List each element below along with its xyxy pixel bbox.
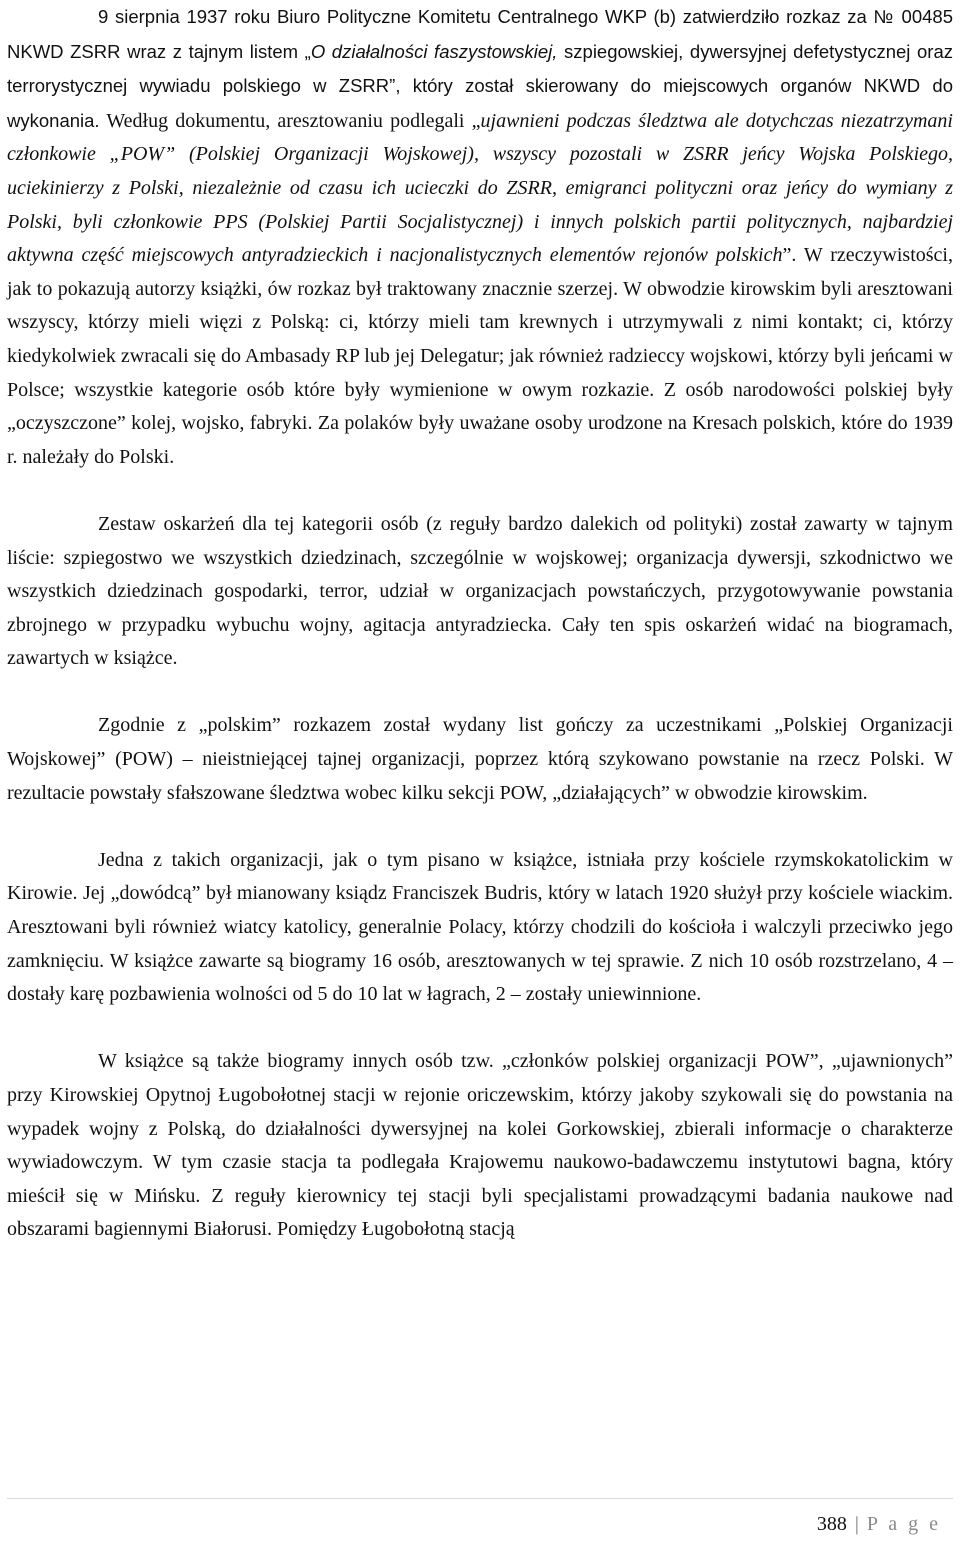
page-number: 388	[816, 1513, 847, 1535]
paragraph-1	[7, 0, 953, 474]
document-page	[7, 0, 953, 1247]
paragraph-1-rest: ”. W rzeczywistości, jak to pokazują autorzy książki, ów rozkaz był traktowany znacznie szerzej. W obwodzie kirowskim byli aresztowani wszyscy, którzy mieli więzi z Polską: ci, którzy mieli tam krewnych i utrzymywali z nimi kontakt; ci, którzy kiedykolwiek zwracali się do Ambasady RP lub jej Delegatur; jak również radzieccy wojskowi, którzy byli jeńcami w Polsce; wszystkie kategorie osób które były wymienione w owym rozkazie. Z osób narodowości polskiej były „oczyszczone” kolej, wojsko, fabryki. Za polaków były uważane osoby urodzone na Kresach polskich, które do 1939 r. należały do Polski.	[7, 244, 953, 468]
paragraph-4: Jedna z takich organizacji, jak o tym pisano w książce, istniała przy kościele rzymskokatolickim w Kirowie. Jej „dowódcą” był mianowany ksiądz Franciszek Budris, który w latach 1920 służył przy kościele wiackim. Aresztowani byli również wiatcy katolicy, generalnie Polacy, którzy chodzili do kościoła i walczyli przeciwko jego zamknięciu. W książce zawarte są biogramy 16 osób, aresztowanych w tej sprawie. Z nich 10 osób rozstrzelano, 4 – dostały karę pozbawienia wolności od 5 do 10 lat w łagrach, 2 – zostały uniewinnione.	[7, 848, 953, 1006]
page-word: P a g e	[866, 1513, 941, 1535]
paragraph-1-letter-rest: szpiegowskiej, dywersyjnej defetystycznej oraz terrorystycznej wywiadu polskiego w ZSRR”, który został skierowany do miejscowych organów NKWD do wykonania.	[7, 40, 953, 131]
page-separator: |	[854, 1513, 859, 1535]
letter-title: O działalności faszystowskiej,	[310, 40, 558, 62]
page-number-label	[817, 1513, 941, 1536]
page-footer	[7, 1498, 953, 1535]
paragraph-1-according: Według dokumentu, aresztowaniu podlegali „	[99, 109, 481, 132]
paragraph-1-intro: 9 sierpnia 1937 roku Biuro Polityczne Komitetu Centralnego WKP (b) zatwierdziło rozkaz za № 00485 NKWD ZSRR wraz z tajnym listem „	[7, 6, 953, 62]
paragraph-5: W książce są także biogramy innych osób tzw. „członków polskiej organizacji POW”, „ujawnionych” przy Kirowskiej Opytnoj Ługobołotnej stacji w rejonie oriczewskim, którzy jakoby szykowali się do powstania na wypadek wojny z Polską, do działalności dywersyjnej na kolei Gorkowskiej, zbierali informacje o charakterze wywiadowczym. W tym czasie stacja ta podlegała Krajowemu naukowo-badawczemu instytutowi bagna, który mieścił się w Mińsku. Z reguły kierownicy tej stacji byli specjalistami prowadzącymi badania naukowe nad obszarami bagiennymi Białorusi. Pomiędzy Ługobołotną stacją	[7, 1050, 953, 1241]
paragraph-1-quote: ujawnieni podczas śledztwa ale dotychczas niezatrzymani członkowie „POW” (Polskiej Organizacji Wojskowej), wszyscy pozostali w ZSRR jeńcy Wojska Polskiego, uciekinierzy z Polski, niezależnie od czasu ich ucieczki do ZSRR, emigranci polityczni oraz jeńcy do wymiany z Polski, byli członkowie PPS (Polskiej Partii Socjalistycznej) i innych polskich partii politycznych, najbardziej aktywna część miejscowych antyradzieckich i nacjonalistycznych elementów rejonów polskich	[7, 109, 953, 267]
paragraph-2: Zestaw oskarżeń dla tej kategorii osób (z reguły bardzo dalekich od polityki) został zawarty w tajnym liście: szpiegostwo we wszystkich dziedzinach, szczególnie w wojskowej; organizacja dywersji, szkodnictwo we wszystkich dziedzinach gospodarki, terror, udział w organizacjach powstańczych, przygotowywanie powstania zbrojnego w przypadku wybuchu wojny, agitacja antyradziecka. Cały ten spis oskarżeń widać na biogramach, zawartych w książce.	[7, 512, 953, 670]
paragraph-3: Zgodnie z „polskim” rozkazem został wydany list gończy za uczestnikami „Polskiej Organizacji Wojskowej” (POW) – nieistniejącej tajnej organizacji, poprzez którą szykowano powstanie na rzecz Polski. W rezultacie powstały sfałszowane śledztwa wobec kilku sekcji POW, „działających” w obwodzie kirowskim.	[7, 714, 953, 804]
